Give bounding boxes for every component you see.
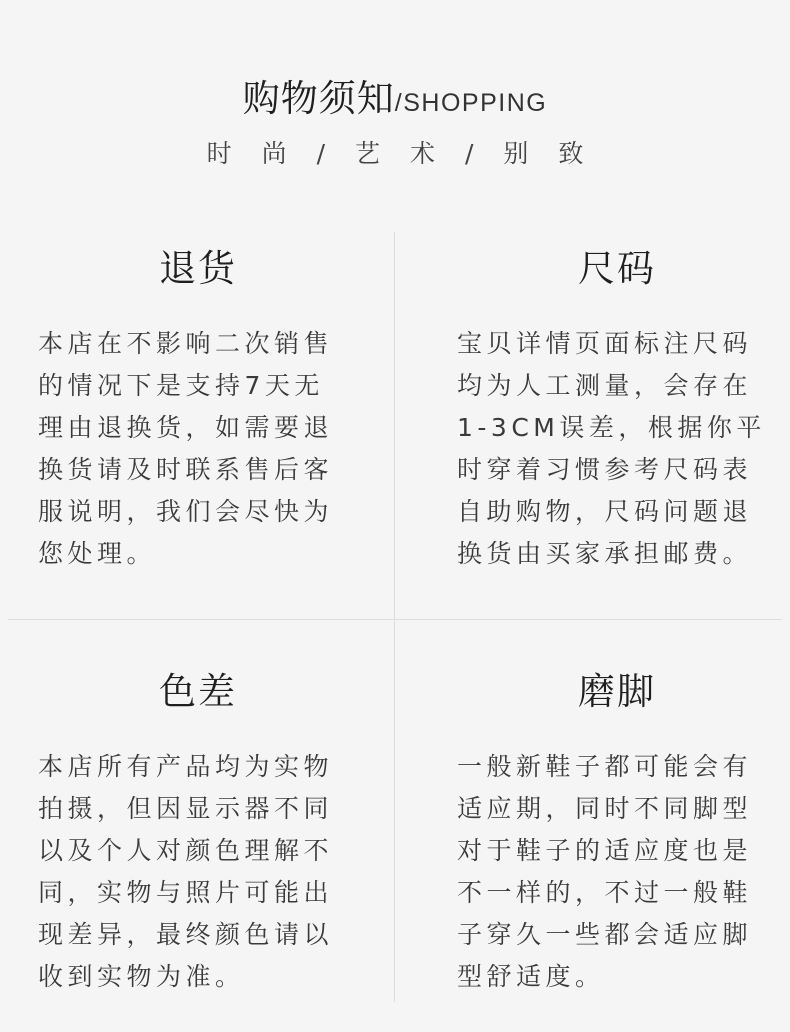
- section-body-size: [457, 323, 777, 575]
- section-title-color: 色差: [159, 670, 237, 713]
- body-line: 您处理。: [38, 539, 157, 568]
- body-line: 拍摄，但因显示器不同: [38, 794, 334, 823]
- vertical-divider: [394, 232, 395, 1002]
- body-line: 以及个人对颜色理解不: [38, 836, 334, 865]
- section-size: [457, 244, 777, 575]
- body-line: 1-3CM误差，根据你平: [457, 413, 766, 442]
- section-body-color: [38, 746, 358, 998]
- body-line: 现差异，最终颜色请以: [38, 920, 334, 949]
- body-line: 收到实物为准。: [38, 962, 245, 991]
- body-line: 自助购物，尺码问题退: [457, 497, 753, 526]
- body-line: 本店所有产品均为实物: [38, 752, 334, 781]
- body-line: 不一样的，不过一般鞋: [457, 878, 753, 907]
- body-line: 换货请及时联系售后客: [38, 455, 334, 484]
- section-fit: [457, 667, 777, 998]
- body-line: 对于鞋子的适应度也是: [457, 836, 753, 865]
- body-line: 理由退换货，如需要退: [38, 413, 334, 442]
- section-color: [38, 667, 358, 998]
- body-line: 时穿着习惯参考尺码表: [457, 455, 753, 484]
- body-line: 宝贝详情页面标注尺码: [457, 329, 753, 358]
- body-line: 适应期，同时不同脚型: [457, 794, 753, 823]
- page-header: [0, 74, 790, 170]
- body-line: 的情况下是支持7天无: [38, 371, 324, 400]
- horizontal-divider: [8, 619, 782, 620]
- body-line: 同，实物与照片可能出: [38, 878, 334, 907]
- body-line: 子穿久一些都会适应脚: [457, 920, 753, 949]
- body-line: 服说明，我们会尽快为: [38, 497, 334, 526]
- body-line: 型舒适度。: [457, 962, 605, 991]
- body-line: 本店在不影响二次销售: [38, 329, 334, 358]
- section-body-return: [38, 323, 358, 575]
- title-chinese: 购物须知: [242, 77, 395, 120]
- page-subtitle: 时尚/艺术/别致: [206, 139, 614, 168]
- page-title: [0, 74, 790, 124]
- body-line: 一般新鞋子都可能会有: [457, 752, 753, 781]
- section-title-fit: 磨脚: [578, 670, 656, 713]
- section-return: [38, 244, 358, 575]
- body-line: 换货由买家承担邮费。: [457, 539, 753, 568]
- section-title-size: 尺码: [578, 247, 656, 290]
- body-line: 均为人工测量，会存在: [457, 371, 753, 400]
- section-title-return: 退货: [159, 247, 237, 290]
- title-english: /SHOPPING: [394, 89, 548, 117]
- section-body-fit: [457, 746, 777, 998]
